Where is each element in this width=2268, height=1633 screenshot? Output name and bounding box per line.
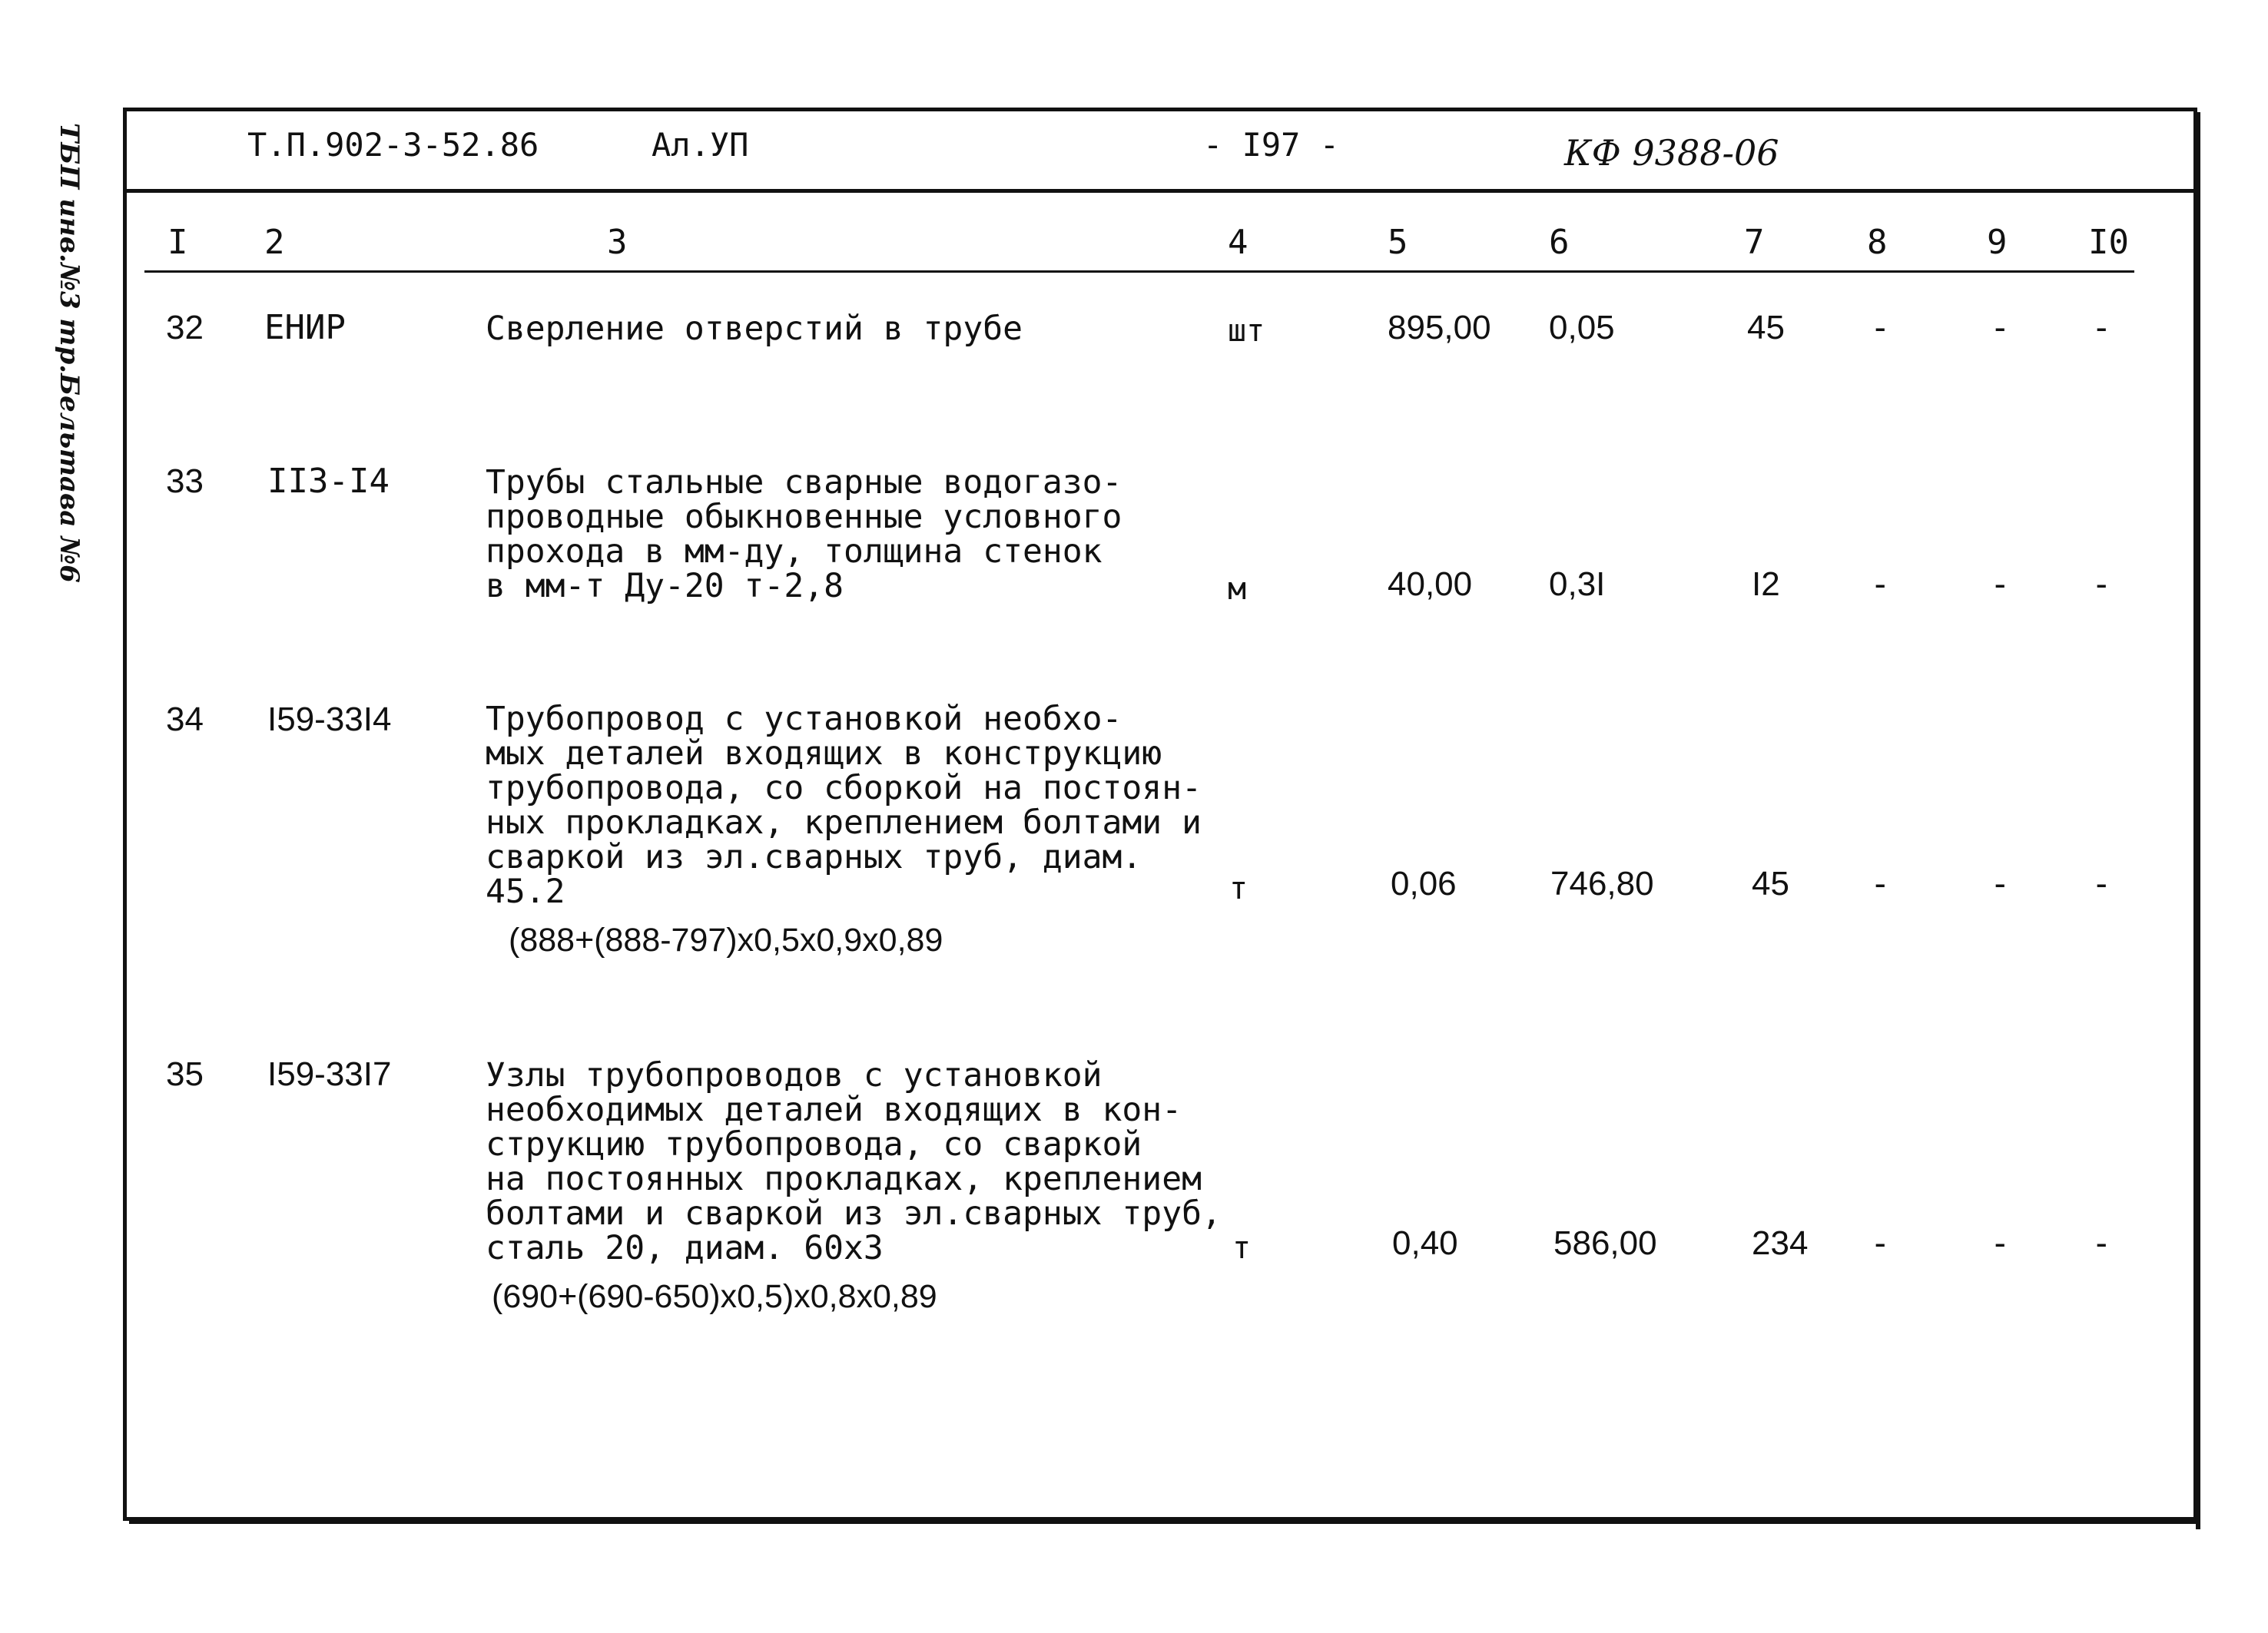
total: 45 — [1752, 865, 1789, 903]
unit-rate: 0,3I — [1549, 565, 1606, 603]
description-line: на постоянных прокладках, креплением — [486, 1160, 1202, 1198]
description-line: прохода в мм-ду, толщина стенок — [486, 532, 1102, 571]
total: I2 — [1752, 565, 1780, 603]
description-line: сталь 20, диам. 60х3 — [486, 1229, 884, 1267]
row-number: 34 — [166, 701, 204, 738]
quantity: 895,00 — [1388, 309, 1491, 346]
row-description — [486, 465, 1122, 604]
page-number: - I97 - — [1203, 126, 1340, 164]
unit: т — [1232, 1231, 1252, 1266]
description-line: 45.2 — [486, 873, 565, 911]
description-line: Трубопровод с установкой необхо- — [486, 700, 1122, 738]
unit-rate: 586,00 — [1553, 1224, 1657, 1262]
column-number-4: 4 — [1228, 223, 1248, 262]
row-number: 32 — [166, 309, 204, 346]
column-8-value: - — [1870, 308, 1891, 347]
column-number-7: 7 — [1744, 223, 1765, 262]
row-description — [486, 1058, 1222, 1266]
description-line: болтами и сваркой из эл.сварных труб, — [486, 1194, 1222, 1233]
quantity: 40,00 — [1388, 565, 1473, 603]
description-line: проводные обыкновенные условного — [486, 498, 1122, 536]
column-8-value: - — [1870, 864, 1891, 903]
column-9-value: - — [1990, 864, 2011, 903]
quantity: 0,40 — [1392, 1224, 1458, 1262]
frame-edge-bottom — [129, 1519, 2200, 1524]
unit-rate: 746,80 — [1550, 865, 1654, 903]
row-number: 33 — [166, 462, 204, 500]
row-description — [486, 702, 1202, 909]
norm-code: I59-33I7 — [267, 1055, 392, 1093]
norm-code: II3-I4 — [267, 462, 390, 501]
description-line: необходимых деталей входящих в кон- — [486, 1091, 1182, 1129]
description-line: Трубы стальные сварные водогазо- — [486, 463, 1122, 502]
margin-note-text: ТБП инв.№3 тр.Бельтава №6 — [54, 123, 85, 583]
row-number: 35 — [166, 1055, 204, 1093]
column-8-value: - — [1870, 565, 1891, 604]
column-number-divider — [144, 270, 2134, 273]
description-line: в мм-т Ду-20 т-2,8 — [486, 567, 844, 605]
unit: м — [1228, 571, 1247, 607]
column-number-8: 8 — [1867, 223, 1888, 262]
column-number-6: 6 — [1549, 223, 1570, 262]
total: 234 — [1752, 1224, 1809, 1262]
description-line: Узлы трубопроводов с установкой — [486, 1056, 1102, 1095]
column-10-value: - — [2091, 565, 2112, 604]
column-9-value: - — [1990, 1224, 2011, 1263]
unit: т — [1229, 871, 1248, 906]
column-8-value: - — [1870, 1224, 1891, 1263]
album-label: Ал.УП — [652, 126, 749, 164]
frame-edge-right — [2196, 112, 2200, 1529]
header-divider — [123, 189, 2197, 193]
column-number-10: I0 — [2088, 223, 2129, 262]
description-line: сваркой из эл.сварных труб, диам. — [486, 838, 1142, 876]
description-line: трубопровода, со сборкой на постоян- — [486, 769, 1202, 807]
description-line: Сверление отверстий в трубе — [486, 310, 1023, 348]
norm-code: ЕНИР — [264, 308, 346, 347]
description-line: струкцию трубопровода, со сваркой — [486, 1125, 1142, 1164]
column-9-value: - — [1990, 565, 2011, 604]
column-10-value: - — [2091, 308, 2112, 347]
quantity: 0,06 — [1391, 865, 1457, 903]
unit: шт — [1228, 313, 1265, 349]
total: 45 — [1747, 309, 1785, 346]
row-description — [486, 312, 1023, 346]
description-line: мых деталей входящих в конструкцию — [486, 734, 1162, 773]
calculation-formula: (690+(690-650)x0,5)x0,8x0,89 — [492, 1278, 937, 1315]
column-number-9: 9 — [1987, 223, 2008, 262]
column-number-3: 3 — [607, 223, 628, 262]
column-number-2: 2 — [264, 223, 285, 262]
column-10-value: - — [2091, 1224, 2112, 1263]
registry-number: КФ 9388-06 — [1564, 132, 1779, 174]
margin-note — [49, 123, 91, 583]
description-line: ных прокладках, креплением болтами и — [486, 803, 1202, 842]
doc-code: Т.П.902-3-52.86 — [247, 126, 539, 164]
column-9-value: - — [1990, 308, 2011, 347]
column-number-5: 5 — [1388, 223, 1408, 262]
calculation-formula: (888+(888-797)x0,5x0,9x0,89 — [509, 922, 943, 959]
norm-code: I59-33I4 — [267, 701, 392, 738]
unit-rate: 0,05 — [1549, 309, 1615, 346]
column-number-1: I — [167, 223, 188, 262]
column-10-value: - — [2091, 864, 2112, 903]
